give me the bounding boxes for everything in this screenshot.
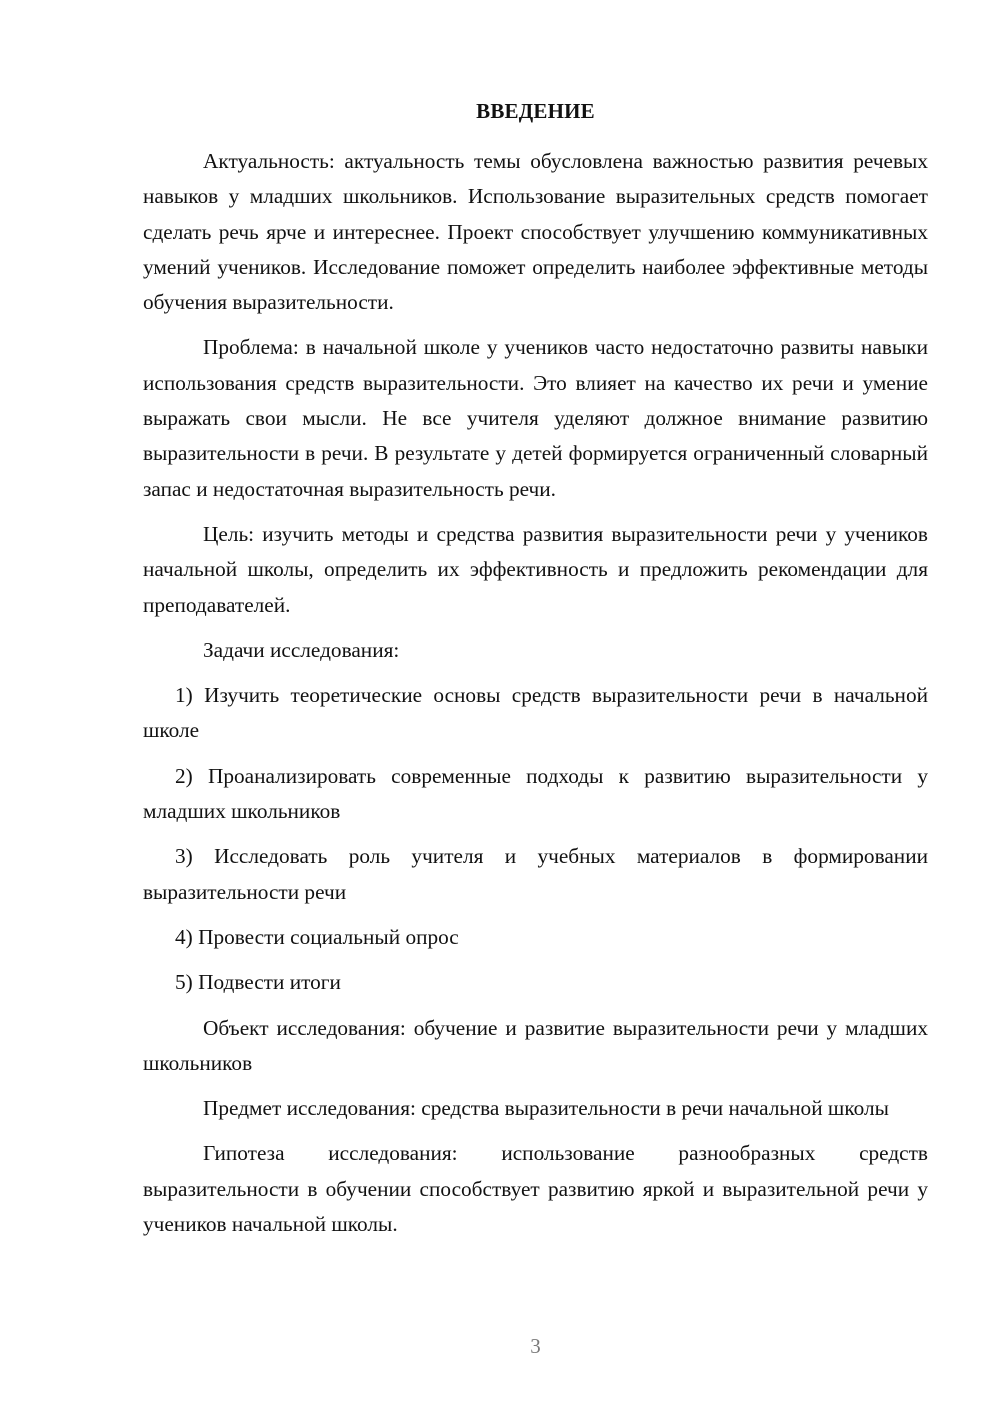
- paragraph-relevance: Актуальность: актуальность темы обусловлена важностью развития речевых навыков у младших школьников. Использование выразительных средств помогает сделать речь ярче и интереснее. Проект способствует улучшению коммуникативных умений учеников. Исследование поможет определить наиболее эффективные методы обучения выразительности.: [143, 149, 928, 315]
- page-number: 3: [530, 1334, 541, 1358]
- task-item-2: 2) Проанализировать современные подходы к развитию выразительности у младших школьников: [143, 763, 928, 824]
- page-title: ВВЕДЕНИЕ: [476, 99, 595, 123]
- paragraph-object: Объект исследования: обучение и развитие выразительности речи у младших школьников: [143, 1015, 928, 1075]
- paragraph-goal: Цель: изучить методы и средства развития выразительности речи у учеников начальной школы, определить их эффективность и предложить рекомендации для преподавателей.: [143, 521, 928, 617]
- paragraph-hypothesis: Гипотеза исследования: использование разнообразных средств выразительности в обучении способствует развитию яркой и выразительной речи у учеников начальной школы.: [143, 1141, 928, 1237]
- task-item-4: 4) Провести социальный опрос: [175, 924, 459, 949]
- paragraph-tasks-heading: Задачи исследования:: [203, 637, 400, 662]
- task-item-3: 3) Исследовать роль учителя и учебных материалов в формировании выразительности речи: [143, 844, 928, 904]
- task-item-5: 5) Подвести итоги: [175, 970, 341, 995]
- paragraph-subject: Предмет исследования: средства выразительности в речи начальной школы: [203, 1096, 889, 1121]
- task-item-1: 1) Изучить теоретические основы средств выразительности речи в начальной школе: [143, 683, 928, 743]
- paragraph-problem: Проблема: в начальной школе у учеников часто недостаточно развиты навыки использования средств выразительности. Это влияет на качество их речи и умение выражать свои мысли. Не все учителя уделяют должное внимание развитию выразительности в речи. В результате у детей формируется ограниченный словарный запас и недостаточная выразительность речи.: [143, 335, 928, 501]
- document-body: [143, 144, 928, 1242]
